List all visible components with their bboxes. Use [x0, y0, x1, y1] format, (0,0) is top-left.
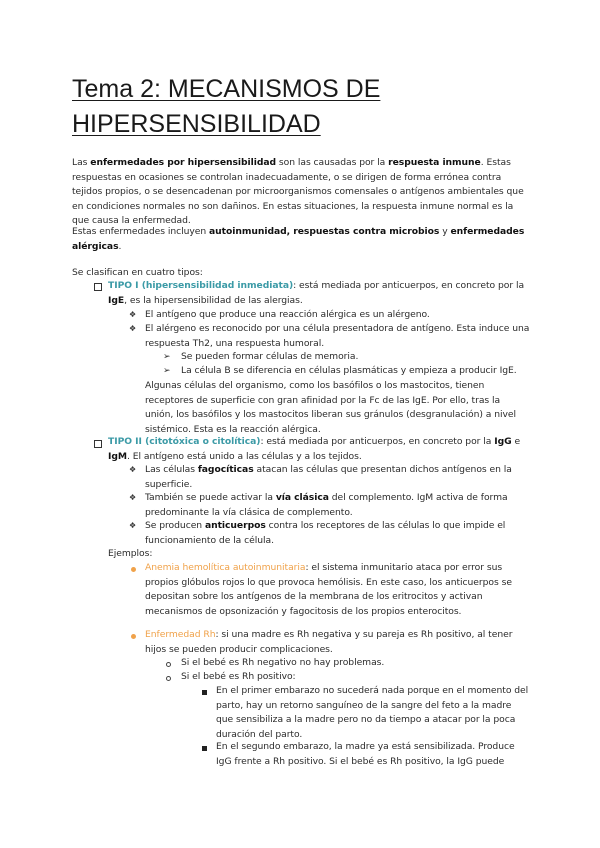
classification-intro: Se clasifican en cuatro tipos:	[72, 267, 203, 278]
orange-bullet-icon	[131, 634, 136, 639]
diamond-bullet-icon: ❖	[129, 324, 137, 333]
tipo1-heading: TIPO I (hipersensibilidad inmediata): está mediada por anticuerpos, en concreto por la IgE, es la hipersensibilidad de las alergias.	[108, 280, 525, 306]
tipo1-bullet-1: El antígeno que produce una reacción alérgica es un alérgeno.	[145, 309, 430, 320]
checkbox-tipo-2[interactable]	[94, 440, 102, 448]
square-bullet-icon	[202, 690, 207, 695]
diamond-bullet-icon: ❖	[129, 521, 137, 530]
tipo1-continuation: Algunas células del organismo, como los basófilos o los mastocitos, tienen receptores de superficie con gran afinidad por la Fc de las IgE. Por ello, tras la unión, los basófilos y los mastocitos liberan sus gránulos (desgranulación) a nivel sistémico. Esta es la reacción alérgica.	[145, 380, 516, 435]
arrow-bullet-icon: ➢	[163, 352, 171, 362]
intro-paragraph-2: Estas enfermedades incluyen autoinmunidad, respuestas contra microbios y enfermedades alérgicas.	[72, 226, 525, 252]
rh-first-pregnancy: En el primer embarazo no sucederá nada porque en el momento del parto, hay un retorno sanguíneo de la sangre del feto a la madre que sensibiliza a la madre pero no da tiempo a atacar por la poca duración del parto.	[216, 685, 529, 740]
tipo2-bullet-3: Se producen anticuerpos contra los receptores de las células lo que impide el funcionamiento de la célula.	[145, 520, 506, 546]
rh-negative-case: Si el bebé es Rh negativo no hay problemas.	[181, 657, 385, 668]
example-anemia: Anemia hemolítica autoinmunitaria: el sistema inmunitario ataca por error sus propios glóbulos rojos lo que provoca hemólisis. En este caso, los anticuerpos se depositan sobre los antígenos de la membrana de los eritrocitos y activan mecanismos de opsonización y fagocitosis de los propios enterocitos.	[145, 562, 512, 617]
orange-bullet-icon	[131, 567, 136, 572]
intro-paragraph: Las enfermedades por hipersensibilidad son las causadas por la respuesta inmune. Estas respuestas en ocasiones se controlan inadecuadamente, o se dirigen de forma errónea contra tejidos propios, o se desencadenan por microorganismos comensales o antígenos ambientales que en condiciones normales no son dañinos. En estas situaciones, la respuesta inmune normal es la que causa la enfermedad.	[72, 157, 524, 227]
page-title	[72, 72, 542, 142]
example-rh: Enfermedad Rh: si una madre es Rh negativa y su pareja es Rh positivo, al tener hijos se pueden producir complicaciones.	[145, 629, 513, 655]
rh-positive-case: Si el bebé es Rh positivo:	[181, 671, 296, 682]
title-line-2: HIPERSENSIBILIDAD	[72, 110, 321, 138]
circle-bullet-icon	[166, 676, 171, 681]
diamond-bullet-icon: ❖	[129, 310, 137, 319]
circle-bullet-icon	[166, 662, 171, 667]
tipo2-heading: TIPO II (citotóxica o citolítica): está mediada por anticuerpos, en concreto por la IgG e IgM. El antígeno está unido a las células y a los tejidos.	[108, 436, 521, 462]
title-line-1: Tema 2: MECANISMOS DE	[72, 75, 381, 103]
square-bullet-icon	[202, 746, 207, 751]
tipo1-subbullet-1: Se pueden formar células de memoria.	[181, 351, 359, 362]
tipo2-bullet-1: Las células fagocíticas atacan las células que presentan dichos antígenos en la superficie.	[145, 464, 512, 490]
tipo1-subbullet-2: La célula B se diferencia en células plasmáticas y empieza a producir IgE.	[181, 365, 517, 376]
tipo1-bullet-2: El alérgeno es reconocido por una célula presentadora de antígeno. Esta induce una respuesta Th2, una respuesta humoral.	[145, 323, 530, 349]
rh-second-pregnancy: En el segundo embarazo, la madre ya está sensibilizada. Produce IgG frente a Rh positivo. Si el bebé es Rh positivo, la IgG puede	[216, 741, 515, 767]
diamond-bullet-icon: ❖	[129, 493, 137, 502]
diamond-bullet-icon: ❖	[129, 465, 137, 474]
arrow-bullet-icon: ➢	[163, 366, 171, 376]
ejemplos-heading: Ejemplos:	[108, 548, 153, 559]
checkbox-tipo-1[interactable]	[94, 283, 102, 291]
tipo2-bullet-2: También se puede activar la vía clásica del complemento. IgM activa de forma predominante la vía clásica de complemento.	[145, 492, 508, 518]
